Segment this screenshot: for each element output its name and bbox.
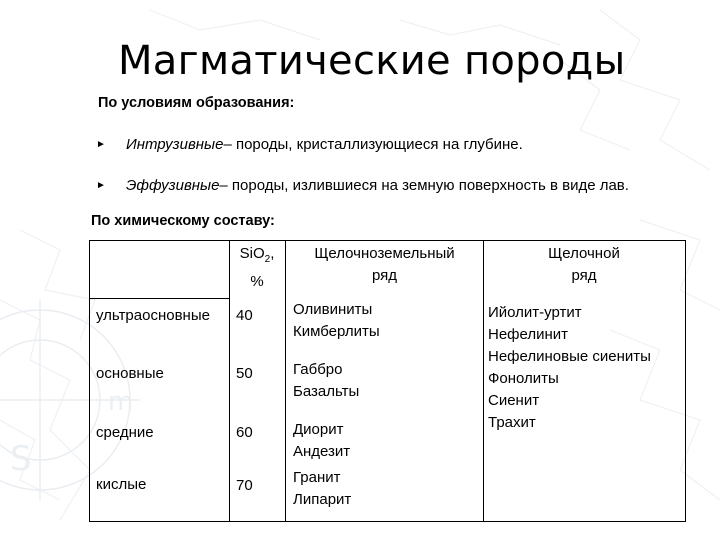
row-name: средние: [96, 424, 154, 441]
row-rocks: [293, 419, 350, 463]
bullet-term: Эффузивные: [126, 177, 220, 194]
bullet-term: Интрузивные: [126, 136, 224, 153]
row-name: ультраосновные: [96, 307, 210, 324]
rock-name: Базальты: [293, 383, 360, 400]
row-sio2: 70: [236, 477, 253, 494]
triangle-bullet-icon: ►: [96, 139, 106, 150]
bullet-text: – породы, излившиеся на земную поверхность в виде лав.: [219, 177, 629, 194]
rock-classification-table: [89, 240, 686, 522]
header-line: ряд: [571, 267, 597, 284]
header-alkaline: [484, 243, 684, 287]
sio2-comma: ,: [270, 245, 275, 262]
rock-name: Нефелиновые сиениты: [488, 348, 651, 365]
header-line: Щелочной: [548, 245, 620, 262]
rock-name: Фонолиты: [488, 370, 559, 387]
header-row-divider: [90, 298, 229, 299]
svg-text:m: m: [108, 387, 134, 417]
header-line: Щелочноземельный: [314, 245, 455, 262]
rock-name: Гранит: [293, 469, 341, 486]
sio2-unit: %: [250, 273, 264, 290]
rock-name: Оливиниты: [293, 301, 373, 318]
sio2-label: SiO: [239, 245, 265, 262]
rock-name: Ийолит-уртит: [488, 304, 582, 321]
row-rocks: [293, 359, 359, 403]
row-name: кислые: [96, 476, 147, 493]
slide-title: Магматические породы: [118, 38, 626, 84]
row-name: основные: [96, 365, 164, 382]
rock-name: Диорит: [293, 421, 344, 438]
row-sio2: 60: [236, 424, 253, 441]
header-alkaline-earth: [286, 243, 483, 287]
row-sio2: 40: [236, 307, 253, 324]
header-line: ряд: [371, 267, 398, 284]
bullet-effusive: [96, 177, 629, 194]
formation-heading: По условиям образования:: [98, 95, 295, 111]
rock-name: Габбро: [293, 361, 343, 378]
bullet-text: – породы, кристаллизующиеся на глубине.: [223, 136, 523, 153]
header-sio2: [229, 243, 285, 293]
rock-name: Кимберлиты: [293, 323, 380, 340]
composition-heading: По химическому составу:: [91, 213, 275, 229]
bullet-intrusive: [96, 136, 523, 153]
triangle-bullet-icon: ►: [96, 180, 106, 191]
alkaline-rock-list: [488, 302, 651, 434]
rock-name: Андезит: [293, 443, 351, 460]
sio2-subscript: 2: [264, 254, 271, 265]
rock-name: Липарит: [293, 491, 352, 508]
rock-name: Трахит: [488, 414, 536, 431]
rock-name: Нефелинит: [488, 326, 569, 343]
row-sio2: 50: [236, 365, 253, 382]
row-rocks: [293, 467, 351, 511]
svg-text:S: S: [10, 439, 32, 479]
row-rocks: [293, 299, 380, 343]
rock-name: Сиенит: [488, 392, 540, 409]
